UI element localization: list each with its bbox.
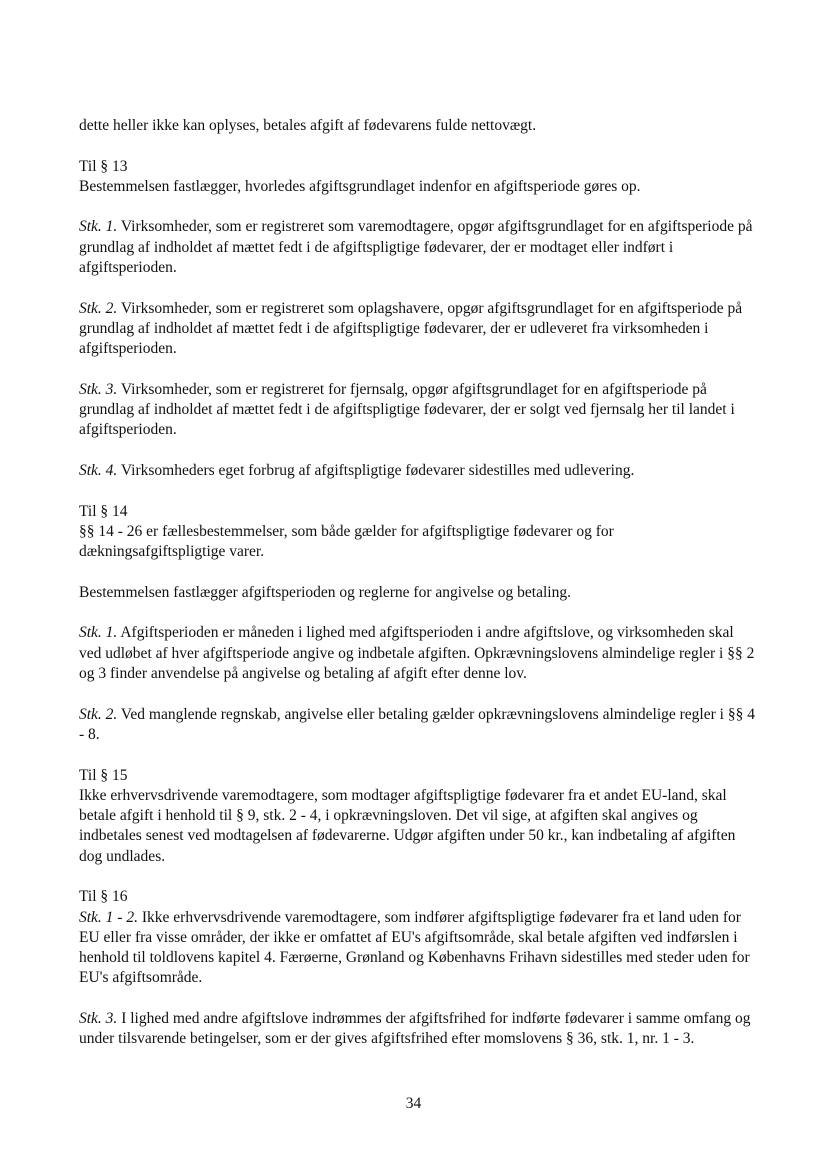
paragraph: Stk. 3. Virksomheder, som er registreret for fjernsalg, opgør afgiftsgrundlaget for en afgiftsperiode på grundlag af indholdet af mættet fedt i de afgiftspligtige fødevarer, der er solgt ved fjernsalg her til landet i afgiftsperioden. [79,380,735,439]
section-heading: Til § 14 [79,502,128,520]
paragraph: Stk. 4. Virksomheders eget forbrug af afgiftspligtige fødevarer sidestilles med udlevering. [79,462,635,480]
paragraph: Til § 16 Stk. 1 - 2. Ikke erhvervsdrivende varemodtagere, som indfører afgiftspligtige fødevarer fra et land uden for EU eller fra visse områder, der ikke er omfattet af EU's afgiftsområde, skal betale afgiften ved indførslen i henhold til toldlovens kapitel 4. Færøerne, Grønland og Københavns Frihavn sidestilles med steder uden for EU's afgiftsområde. [79,888,750,987]
paragraph: Til § 14 §§ 14 - 26 er fællesbestemmelser, som både gælder for afgiftspligtige fødevarer og for dækningsafgiftspligtige varer. [79,502,614,561]
paragraph: Bestemmelsen fastlægger afgiftsperioden og reglerne for angivelse og betaling. [79,583,571,601]
section-heading: Til § 16 [79,888,128,906]
section-heading: Til § 13 [79,157,128,175]
stk-label: Stk. 2. [79,705,118,723]
stk-label: Stk. 3. [79,1010,118,1028]
stk-label: Stk. 1. [79,624,118,642]
paragraph: Stk. 2. Ved manglende regnskab, angivelse eller betaling gælder opkrævningslovens almindelige regler i §§ 4 - 8. [79,705,755,743]
paragraph: Til § 13 Bestemmelsen fastlægger, hvorledes afgiftsgrundlaget indenfor en afgiftsperiode gøres op. [79,157,641,195]
stk-label: Stk. 4. [79,462,118,480]
stk-label: Stk. 1. [79,218,118,236]
page-number: 34 [405,1095,422,1112]
paragraph: Stk. 1. Afgiftsperioden er måneden i lighed med afgiftsperioden i andre afgiftslove, og virksomheden skal ved udløbet af hver afgiftsperiode angive og indbetale afgiften. Opkrævningslovens almindelige regler i §§ 2 og 3 finder anvendelse på angivelse og betaling af afgift efter denne lov. [79,624,755,683]
paragraph: dette heller ikke kan oplyses, betales afgift af fødevarens fulde nettovægt. [79,117,537,134]
paragraph: Stk. 2. Virksomheder, som er registreret som oplagshavere, opgør afgiftsgrundlaget for en afgiftsperiode på grundlag af indholdet af mættet fedt i de afgiftspligtige fødevarer, der er udleveret fra virksomheden i afgiftsperioden. [79,299,743,358]
stk-label: Stk. 2. [79,299,118,317]
paragraph: Til § 15 Ikke erhvervsdrivende varemodtagere, som modtager afgiftspligtige fødevarer fra et andet EU-land, skal betale afgift i henhold til § 9, stk. 2 - 4, i opkrævningsloven. Det vil sige, at afgiften skal angives og indbetales senest ved modtagelsen af fødevarerne. Udgør afgiften under 50 kr., kan indbetaling af afgiften dog undlades. [79,766,736,865]
section-heading: Til § 15 [79,766,128,784]
paragraph: Stk. 3. I lighed med andre afgiftslove indrømmes der afgiftsfrihed for indførte fødevarer i samme omfang og under tilsvarende betingelser, som er der gives afgiftsfrihed efter momslovens § 36, stk. 1, nr. 1 - 3. [79,1010,751,1048]
stk-label: Stk. 1 - 2. [79,908,138,926]
stk-label: Stk. 3. [79,380,118,398]
paragraph: Stk. 1. Virksomheder, som er registreret som varemodtagere, opgør afgiftsgrundlaget for en afgiftsperiode på grundlag af indholdet af mættet fedt i de afgiftspligtige fødevarer, der er modtaget eller indført i afgiftsperioden. [79,218,753,277]
body-text [79,116,759,1050]
